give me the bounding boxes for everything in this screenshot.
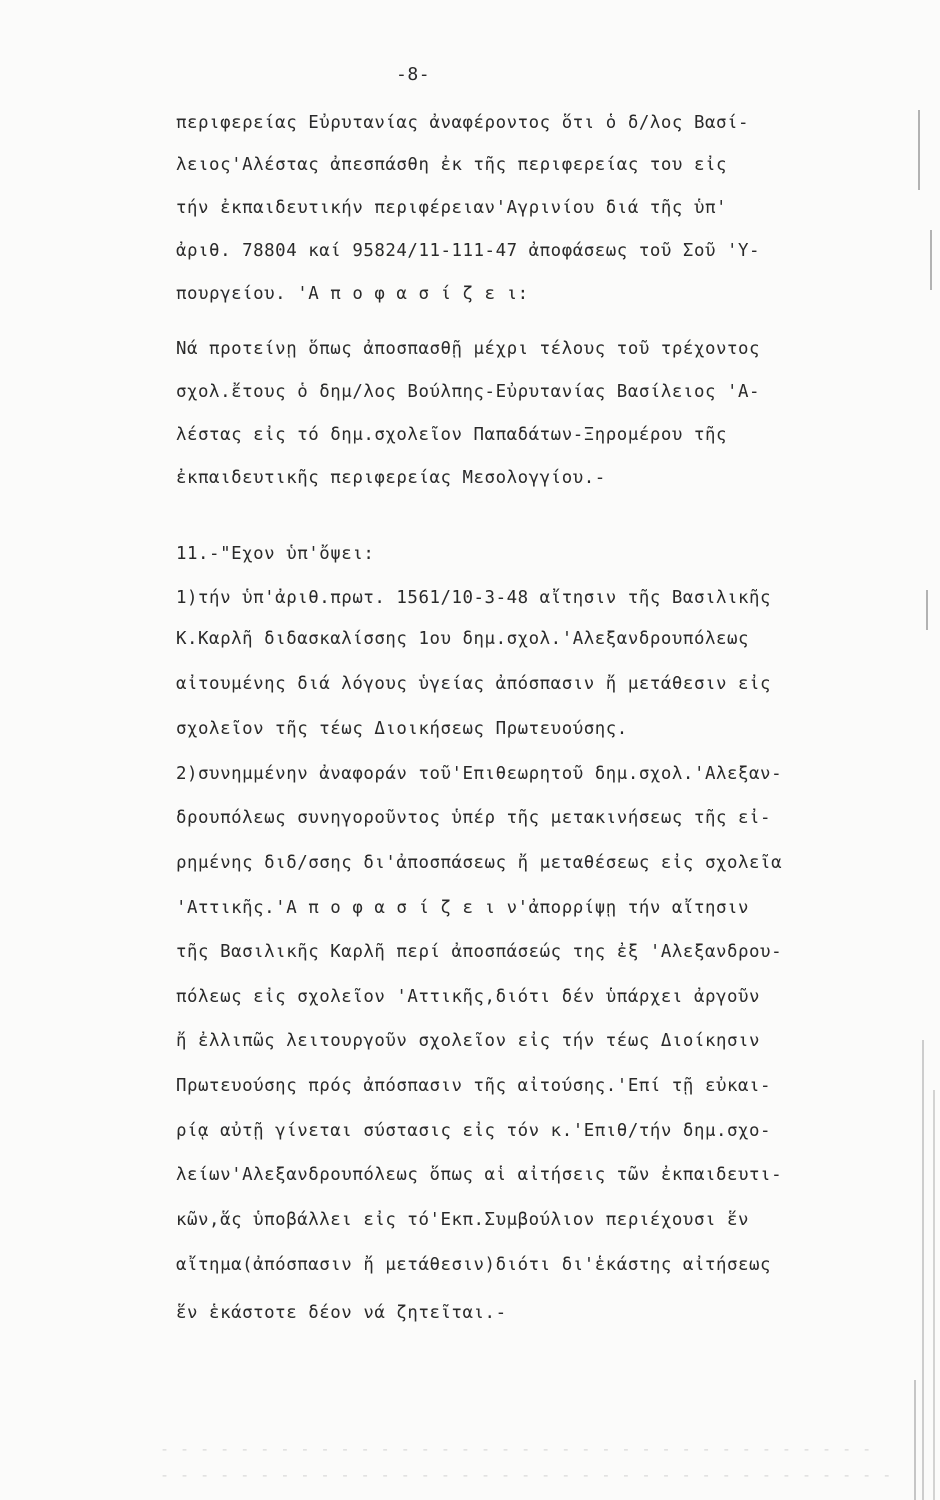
text-line: σχολ.ἔτους ὁ δημ/λος Βούλπης-Εὐρυτανίας Βασίλειος 'Α- <box>176 382 761 402</box>
text-line: περιφερείας Εὐρυτανίας ἀναφέροντος ὅτι ὁ δ/λος Βασί- <box>176 113 750 133</box>
text-line: δρουπόλεως συνηγοροῦντος ὑπέρ τῆς μετακινήσεως τῆς εἰ- <box>176 808 772 828</box>
text-line: αἴτημα(ἀπόσπασιν ἤ μετάθεσιν)διότι δι'ἑκάστης αἰτήσεως <box>176 1255 772 1275</box>
scan-edge-mark <box>918 110 920 190</box>
text-line: Νά προτείνῃ ὅπως ἀποσπασθῇ μέχρι τέλους τοῦ τρέχοντος <box>176 339 761 359</box>
text-line: 2)συνημμένην ἀναφοράν τοῦ'Επιθεωρητοῦ δημ.σχολ.'Αλεξαν- <box>176 764 783 784</box>
text-line: 1)τήν ὑπ'ἀριθ.πρωτ. 1561/10-3-48 αἴτησιν τῆς Βασιλικῆς <box>176 588 772 608</box>
text-line: αἰτουμένης διά λόγους ὑγείας ἀπόσπασιν ἤ μετάθεσιν εἰς <box>176 674 772 694</box>
scan-edge-mark <box>930 230 932 290</box>
scan-edge-mark <box>914 1380 916 1500</box>
text-line: ἤ ἐλλιπῶς λειτουργοῦν σχολεῖον εἰς τήν τέως Διοίκησιν <box>176 1031 761 1051</box>
text-line: τῆς Βασιλικῆς Καρλῆ περί ἀποσπάσεώς της ἐξ 'Αλεξανδρου- <box>176 942 783 962</box>
text-line: σχολεῖον τῆς τέως Διοικήσεως Πρωτευούσης. <box>176 719 628 739</box>
text-line: πόλεως εἰς σχολεῖον 'Αττικῆς,διότι δέν ὑπάρχει ἀργοῦν <box>176 987 761 1007</box>
bleed-through: - - - - - - - - - - - - - - - - - - - - - - - - - - - - - - - - - - - - - <box>160 1466 893 1484</box>
text-line: τήν ἐκπαιδευτικήν περιφέρειαν'Αγρινίου διά τῆς ὑπ' <box>176 198 728 218</box>
text-line: ἕν ἑκάστοτε δέον νά ζητεῖται.- <box>176 1303 507 1323</box>
section-heading: 11.-"Εχον ὑπ'ὄψει: <box>176 544 375 564</box>
text-line: ἐκπαιδευτικῆς περιφερείας Μεσολογγίου.- <box>176 468 606 488</box>
scan-edge-mark <box>922 1040 924 1500</box>
text-line: ἀριθ. 78804 καί 95824/11-111-47 ἀποφάσεως τοῦ Σοῦ 'Υ- <box>176 241 761 261</box>
scan-edge-mark <box>933 1090 935 1500</box>
text-line: λέστας εἰς τό δημ.σχολεῖον Παπαδάτων-Ξηρομέρου τῆς <box>176 425 728 445</box>
text-line: λειος'Αλέστας ἀπεσπάσθη ἐκ τῆς περιφερείας του εἰς <box>176 155 728 175</box>
text-line: ρημένης διδ/σσης δι'ἀποσπάσεως ἤ μεταθέσεως εἰς σχολεῖα <box>176 853 783 873</box>
text-line: ρίᾳ αὐτῇ γίνεται σύστασις εἰς τόν κ.'Επιθ/τήν δημ.σχο- <box>176 1121 772 1141</box>
text-line: Πρωτευούσης πρός ἀπόσπασιν τῆς αἰτούσης.'Επί τῇ εὐκαι- <box>176 1076 772 1096</box>
text-line: Κ.Καρλῆ διδασκαλίσσης 1ου δημ.σχολ.'Αλεξανδρουπόλεως <box>176 629 750 649</box>
scan-edge-mark <box>926 590 928 630</box>
text-line: κῶν,ἅς ὑποβάλλει εἰς τό'Εκπ.Συμβούλιον περιέχουσι ἕν <box>176 1210 750 1230</box>
bleed-through: - - - - - - - - - - - - - - - - - - - - - - - - - - - - - - - - - - - - <box>160 1440 873 1458</box>
text-line: 'Αττικῆς.'Α π ο φ α σ ί ζ ε ι ν'ἀπορρίψῃ τήν αἴτησιν <box>176 898 750 918</box>
page-number: -8- <box>396 64 431 85</box>
text-line: πουργείου. 'Α π ο φ α σ ί ζ ε ι: <box>176 284 529 304</box>
text-line: λείων'Αλεξανδρουπόλεως ὅπως αἱ αἰτήσεις τῶν ἐκπαιδευτι- <box>176 1165 783 1185</box>
